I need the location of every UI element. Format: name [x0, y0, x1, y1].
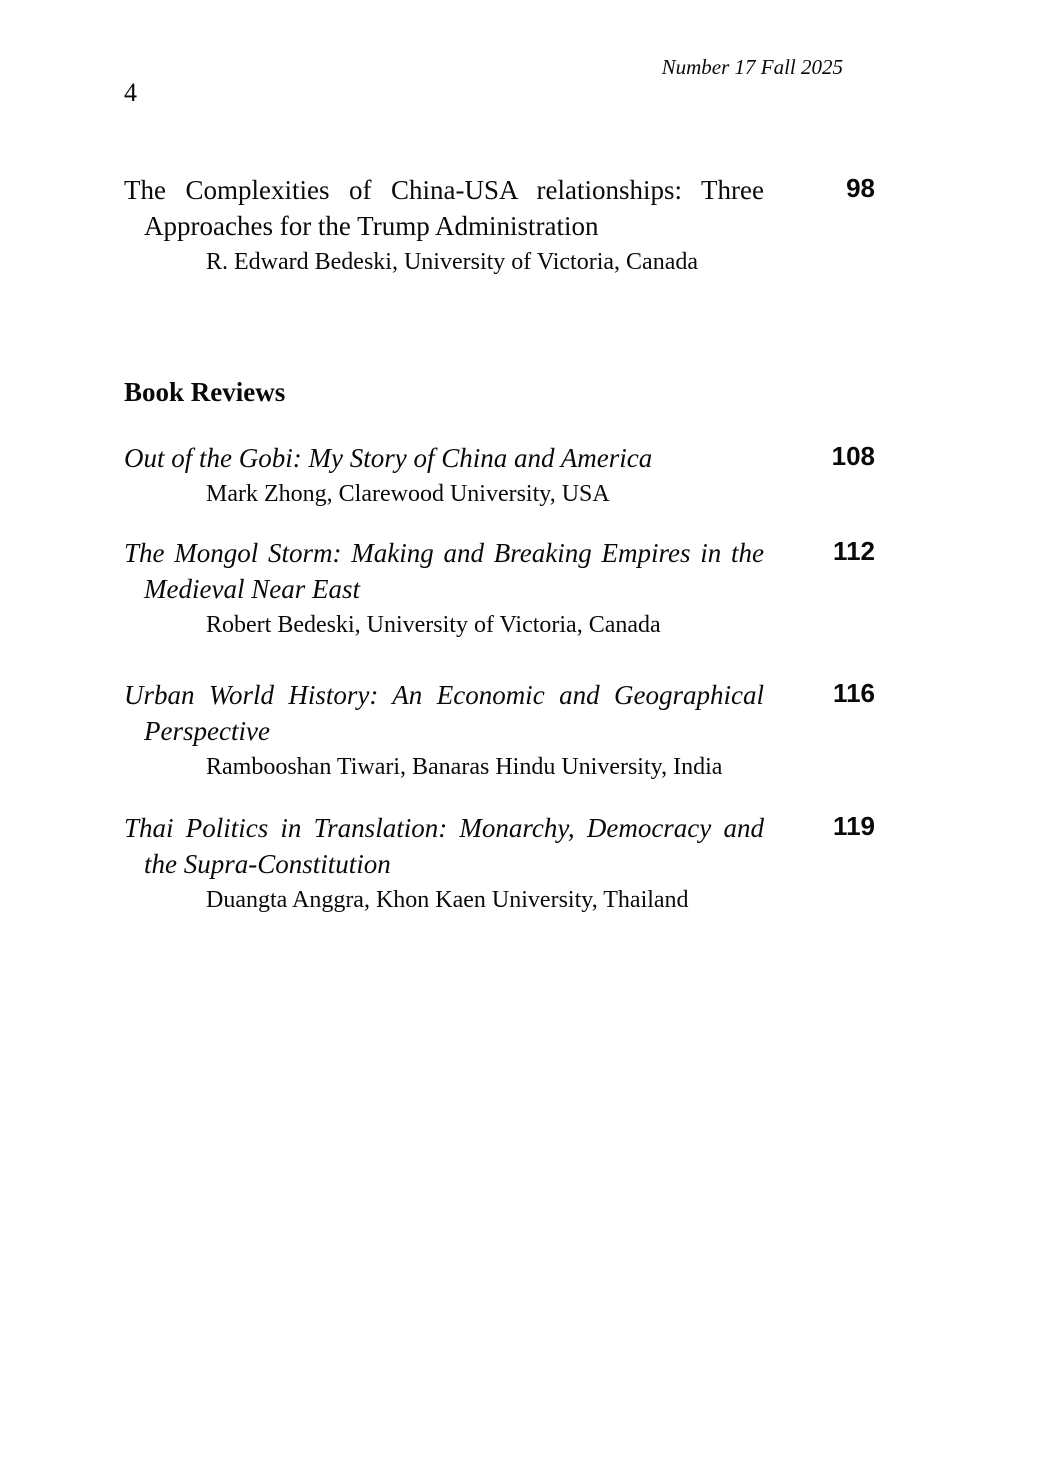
toc-entry-pagenum: 112: [833, 536, 875, 566]
toc-entry-pagenum: 119: [833, 811, 875, 841]
toc-entry-text: [124, 440, 764, 512]
toc-entry-text: [124, 172, 764, 280]
toc-entry-pagenum: 116: [833, 678, 875, 708]
toc-entry-title: Out of the Gobi: My Story of China and America: [124, 443, 653, 473]
toc-entry: [124, 677, 875, 785]
toc-entry-text: [124, 535, 764, 643]
toc-entry-author: Robert Bedeski, University of Victoria, Canada: [206, 612, 661, 638]
page-number: 4: [124, 78, 137, 107]
toc-entry-title: The Mongol Storm: Making and Breaking Empires in the Medieval Near East: [124, 538, 764, 604]
toc-entry-pagenum: 98: [846, 173, 875, 203]
toc-entry-author: Duangta Anggra, Khon Kaen University, Thailand: [206, 887, 689, 913]
toc-entry-author: Rambooshan Tiwari, Banaras Hindu University, India: [206, 754, 723, 780]
toc-entry-text: [124, 810, 764, 918]
toc-entry-author: R. Edward Bedeski, University of Victoria, Canada: [206, 249, 698, 275]
toc-entry: [124, 810, 875, 918]
section-heading-book-reviews: Book Reviews: [124, 377, 286, 407]
toc-entry-title: Urban World History: An Economic and Geographical Perspective: [124, 680, 764, 746]
issue-header: Number 17 Fall 2025: [661, 55, 843, 79]
toc-entry-title: The Complexities of China-USA relationships: Three Approaches for the Trump Administration: [124, 175, 764, 241]
toc-entry: [124, 440, 875, 512]
toc-entry-text: [124, 677, 764, 785]
toc-entry-title: Thai Politics in Translation: Monarchy, Democracy and the Supra-Constitution: [124, 813, 764, 879]
toc-entry: [124, 172, 875, 280]
toc-entry-author: Mark Zhong, Clarewood University, USA: [206, 481, 610, 507]
toc-entry: [124, 535, 875, 643]
toc-entry-pagenum: 108: [831, 441, 875, 471]
